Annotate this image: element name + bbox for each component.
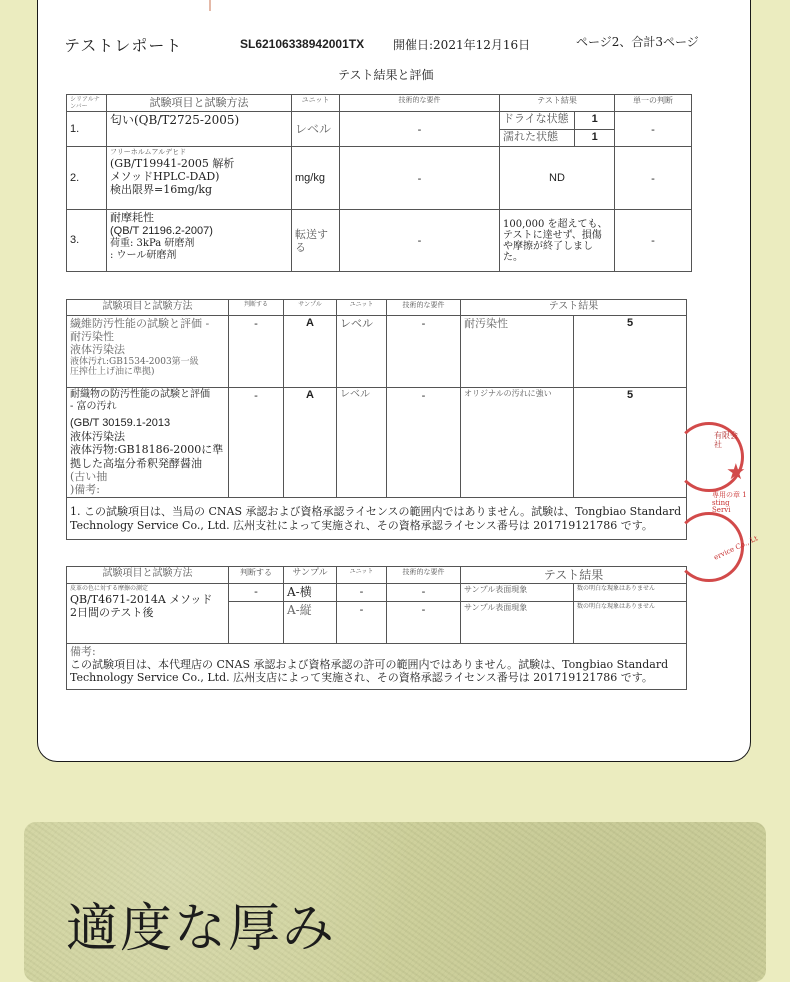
item-code: (GB/T 30159.1-2013 <box>70 417 171 429</box>
item-line: : ウール研磨剤 <box>110 249 177 261</box>
row-result-label: サンプル表面現象 <box>461 584 574 601</box>
item-line: (GB/T19941-2005 解析 <box>110 156 235 170</box>
report-title: テストレポート <box>64 36 183 55</box>
seal-text-fragment: 専用の章 1 sting Servi <box>712 491 747 515</box>
seal-text: ervice Co., Lt <box>712 534 760 562</box>
row-judge: - <box>615 112 692 147</box>
row-judge: - <box>229 584 284 601</box>
col-item: 試験項目と試験方法 <box>67 300 229 316</box>
row-result-label: オリジナルの汚れに強い <box>461 388 574 498</box>
item-line: 液体汚れ:GB1534-2003第一級 <box>70 356 199 367</box>
col-spec: 技術的な要件 <box>340 95 500 112</box>
item-line: (QB/T 21196.2-2007) <box>110 224 213 237</box>
row-unit: レベル <box>292 112 340 147</box>
col-sample: サンプル <box>284 300 337 316</box>
row-item <box>67 388 229 498</box>
row-unit: - <box>337 601 387 643</box>
row-unit: mg/kg <box>292 147 340 210</box>
table-row <box>67 147 692 210</box>
seal-text: 有限会社 <box>714 431 738 449</box>
col-unit: ユニット <box>337 567 387 584</box>
table-header-row <box>67 567 687 584</box>
row-sample: A-横 <box>284 584 337 601</box>
table-row <box>67 210 692 272</box>
section-subtitle: テスト結果と評価 <box>338 68 434 82</box>
page-indicator: ページ2、合計3ページ <box>576 35 699 49</box>
table-row <box>67 316 687 388</box>
row-judge <box>229 601 284 643</box>
test-report-page <box>37 0 751 762</box>
col-serial: シリアルナンバー <box>67 95 107 112</box>
corner-mark <box>209 0 211 11</box>
row-spec: - <box>387 316 461 388</box>
leather-texture-panel <box>24 822 766 982</box>
row-result-label: 耐汚染性 <box>461 316 574 388</box>
report-date: 開催日:2021年12月16日 <box>393 38 531 52</box>
col-judge: 単一の判断 <box>615 95 692 112</box>
row-spec: - <box>387 601 461 643</box>
test-table-2 <box>66 299 687 540</box>
row-item <box>67 316 229 388</box>
thickness-heading: 適度な厚み <box>66 899 337 959</box>
row-judge: - <box>229 316 284 388</box>
row-no: 1. <box>67 112 107 147</box>
row-result: ND <box>500 147 615 210</box>
col-result: テスト結果 <box>461 567 687 584</box>
row-unit: レベル <box>337 388 387 498</box>
item-line: 耐織物の防汚性能の試験と評価 <box>70 389 210 400</box>
result-value: 1 <box>575 112 614 129</box>
item-line: (古い抽 <box>70 469 108 483</box>
row-no: 3. <box>67 210 107 272</box>
row-spec: - <box>340 147 500 210</box>
item-line: 耐汚染性 <box>70 330 114 344</box>
item-line: 圧搾仕上げ油に準拠) <box>70 367 155 378</box>
col-unit: ユニット <box>292 95 340 112</box>
item-line: メソッドHPLC-DAD) <box>110 169 220 183</box>
row-unit: レベル <box>337 316 387 388</box>
item-line: 液体汚染法 <box>70 343 125 357</box>
col-item: 試験項目と試験方法 <box>67 567 229 584</box>
test-table-3 <box>66 566 687 690</box>
col-result: テスト結果 <box>461 300 687 316</box>
row-result-value: 数の明白な現象はありません <box>574 584 687 601</box>
row-sample: A <box>284 316 337 388</box>
company-seal-2 <box>712 534 760 572</box>
result-label: 濡れた状態 <box>503 129 558 143</box>
item-line: 液体汚物:GB18186-2000に準 <box>70 443 224 457</box>
row-spec: - <box>387 388 461 498</box>
col-spec: 技術的な要件 <box>387 567 461 584</box>
col-result: テスト結果 <box>500 95 615 112</box>
result-label: ドライな状態 <box>500 112 575 129</box>
seal-star-icon: ★ <box>726 460 746 485</box>
item-line: 検出限界=16mg/kg <box>110 183 213 197</box>
row-item <box>67 584 229 643</box>
row-unit: 転送する <box>292 210 340 272</box>
row-item: 匂い(QB/T2725-2005) <box>107 112 292 147</box>
result-value: 1 <box>575 129 614 146</box>
row-judge: - <box>229 388 284 498</box>
item-line: 荷重: 3kPa 研磨剤 <box>110 237 195 249</box>
item-line: )備考: <box>70 482 100 496</box>
note-text: この試験項目は、本代理店の CNAS 承認および資格承認の許可の範囲内ではありません。試験は、Tongbiao Standard Technology Service Co., Ltd. 広州支店によって実施され、その資格承認ライセンス番号は 201719121786 です。 <box>70 657 669 685</box>
row-result-value: 5 <box>574 316 687 388</box>
item-caption: フリーホルムアルデヒド <box>110 148 187 157</box>
row-result <box>500 112 615 147</box>
row-result: 100,000 を超えても、テストに達せず、損傷や摩擦が終了しました。 <box>500 210 615 272</box>
table-note <box>67 643 687 689</box>
item-line: 2日間のテスト後 <box>70 605 154 619</box>
table-row <box>67 112 692 147</box>
report-number: SL62106338942001TX <box>240 37 365 51</box>
table-header-row <box>67 95 692 112</box>
row-result-value: 5 <box>574 388 687 498</box>
row-unit: - <box>337 584 387 601</box>
table-header-row <box>67 300 687 316</box>
result-subtable <box>500 112 614 146</box>
table-note-row <box>67 498 687 540</box>
row-result-value: 数の明白な現象はありません <box>574 601 687 643</box>
col-sample: サンプル <box>284 567 337 584</box>
row-no: 2. <box>67 147 107 210</box>
note-label: 備考: <box>70 644 96 658</box>
test-table-1 <box>66 94 692 272</box>
col-judge: 判断する <box>229 300 284 316</box>
row-item <box>107 147 292 210</box>
item-caption: 皮革の色に対する摩擦の測定 <box>70 585 149 593</box>
row-spec: - <box>340 210 500 272</box>
row-item <box>107 210 292 272</box>
row-judge: - <box>615 147 692 210</box>
row-sample: A <box>284 388 337 498</box>
item-line: 耐摩耗性 <box>110 211 154 225</box>
table-row <box>67 388 687 498</box>
item-line: QB/T4671-2014A メソッド <box>70 592 213 606</box>
row-sample: A-縦 <box>284 601 337 643</box>
item-line: 液体汚染法 <box>70 430 125 444</box>
table-note: 1. この試験項目は、当局の CNAS 承認および資格承認ライセンスの範囲内ではありません。試験は、Tongbiao Standard Technology Service Co., Ltd. 広州支社によって実施され、その資格承認ライセンス番号は 201719121786 です。 <box>67 498 687 540</box>
row-judge: - <box>615 210 692 272</box>
col-spec: 技術的な要件 <box>387 300 461 316</box>
item-line: 拠した高塩分希釈発酵醤油 <box>70 456 202 470</box>
table-row <box>67 584 687 601</box>
col-item: 試験項目と試験方法 <box>107 95 292 112</box>
row-spec: - <box>340 112 500 147</box>
row-spec: - <box>387 584 461 601</box>
item-line: - 富の汚れ <box>70 401 117 412</box>
col-judge: 判断する <box>229 567 284 584</box>
item-line: 繊維防汚性能の試験と評価 - <box>70 317 210 330</box>
col-unit: ユニット <box>337 300 387 316</box>
row-result-label: サンプル表面現象 <box>461 601 574 643</box>
table-note-row <box>67 643 687 689</box>
